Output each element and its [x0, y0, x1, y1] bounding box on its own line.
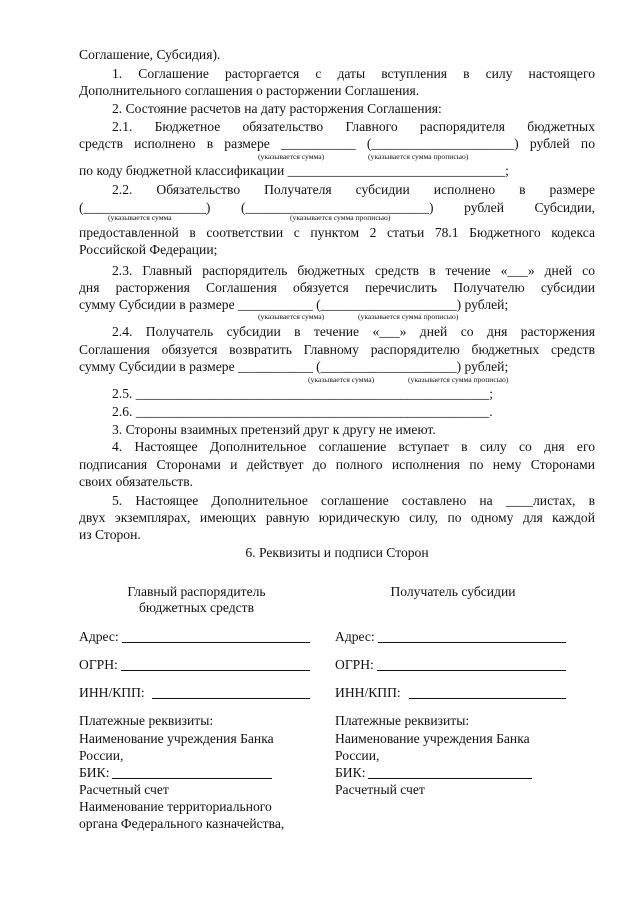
left-treasury-line2: органа Федерального казначейства,: [79, 816, 285, 831]
text-line: 2.5. ____________________________________________________;: [112, 386, 494, 401]
left-inn-field[interactable]: [152, 698, 310, 699]
amount-words-caption: (указывается сумма прописью): [290, 213, 391, 222]
left-account-label: Расчетный счет: [79, 782, 169, 797]
text-line: 3. Стороны взаимных претензий друг к другу не имеют.: [112, 422, 436, 437]
amount-caption: (указывается сумма): [308, 375, 375, 384]
amount-caption: (указывается сумма): [258, 312, 325, 321]
left-payment-details-label: Платежные реквизиты:: [79, 713, 214, 728]
right-payment-details-label: Платежные реквизиты:: [335, 713, 470, 728]
amount-caption: (указывается сумма: [108, 213, 172, 222]
right-account-label: Расчетный счет: [335, 782, 425, 797]
text-line: 2. Состояние расчетов на дату расторжения Соглашения:: [112, 101, 442, 116]
text-line: (__________________) (___________________________) рублей Субсидии,: [79, 200, 595, 215]
text-line: из Сторон.: [79, 527, 141, 542]
right-address-label: Адрес:: [335, 629, 375, 644]
left-ogrn-label: ОГРН:: [79, 657, 118, 672]
left-treasury-line1: Наименование территориального: [79, 799, 272, 814]
text-line: 2.6. ____________________________________________________.: [112, 404, 493, 419]
left-inn-label: ИНН/КПП:: [79, 685, 145, 700]
text-line: Соглашения обязуется возвратить Главному распорядителю бюджетных средств: [79, 342, 595, 357]
left-address-label: Адрес:: [79, 629, 119, 644]
text-line: по коду бюджетной классификации ________________________________;: [79, 163, 509, 178]
left-bank-name-line2: России,: [79, 748, 124, 763]
left-party-title-line1: Главный распорядитель: [127, 584, 266, 599]
text-line: 2.3. Главный распорядитель бюджетных средств в течение «___» дней со: [112, 263, 595, 278]
text-line: двух экземплярах, имеющих равную юридическую силу, по одному для каждой: [79, 510, 595, 525]
text-line: Российской Федерации;: [79, 242, 218, 257]
section-title: 6. Реквизиты и подписи Сторон: [245, 545, 429, 560]
right-bik-field[interactable]: [368, 778, 532, 779]
text-line: средств исполнено в размере ___________ (_____________________) рублей по: [79, 136, 595, 151]
right-bik-label: БИК:: [335, 765, 366, 780]
text-line: Соглашение, Субсидия).: [79, 47, 221, 62]
amount-words-caption: (указывается сумма прописью): [408, 375, 509, 384]
left-bik-field[interactable]: [112, 778, 272, 779]
amount-words-caption: (указывается сумма прописью): [368, 152, 469, 161]
text-line: сумму Субсидии в размере ___________ (____________________) рублей;: [79, 297, 509, 312]
text-line: подписания Сторонами и действует до полного исполнения по нему Сторонами: [79, 457, 595, 472]
text-line: сумму Субсидии в размере ___________ (____________________) рублей;: [79, 359, 509, 374]
left-ogrn-field[interactable]: [121, 670, 310, 671]
text-line: 5. Настоящее Дополнительное соглашение составлено на ____листах, в: [112, 493, 595, 508]
text-line: 2.2. Обязательство Получателя субсидии исполнено в размере: [112, 182, 595, 197]
left-bank-name-line1: Наименование учреждения Банка: [79, 731, 274, 746]
amount-words-caption: (указывается сумма прописью): [358, 312, 459, 321]
amount-caption: (указывается сумма): [258, 152, 325, 161]
text-line: 2.1. Бюджетное обязательство Главного распорядителя бюджетных: [112, 119, 595, 134]
right-bank-name-line2: России,: [335, 748, 380, 763]
right-bank-name-line1: Наименование учреждения Банка: [335, 731, 530, 746]
left-party-title-line2: бюджетных средств: [138, 600, 255, 615]
right-address-field[interactable]: [378, 642, 566, 643]
text-line: своих обязательств.: [79, 474, 194, 489]
text-line: 1. Соглашение расторгается с даты вступления в силу настоящего: [112, 66, 595, 81]
right-inn-field[interactable]: [409, 698, 566, 699]
right-ogrn-label: ОГРН:: [335, 657, 374, 672]
text-line: 4. Настоящее Дополнительное соглашение вступает в силу со дня его: [112, 439, 595, 454]
left-bik-label: БИК:: [79, 765, 110, 780]
text-line: дня расторжения Соглашения обязуется перечислить Получателю субсидии: [79, 280, 595, 295]
left-address-field[interactable]: [122, 642, 310, 643]
text-line: предоставленной в соответствии с пунктом 2 статьи 78.1 Бюджетного кодекса: [79, 225, 595, 240]
right-inn-label: ИНН/КПП:: [335, 685, 401, 700]
right-party-title: Получатель субсидии: [390, 584, 516, 599]
text-line: 2.4. Получатель субсидии в течение «___» дней со дня расторжения: [112, 324, 595, 339]
right-ogrn-field[interactable]: [377, 670, 566, 671]
text-line: Дополнительного соглашения о расторжении Соглашения.: [79, 83, 420, 98]
